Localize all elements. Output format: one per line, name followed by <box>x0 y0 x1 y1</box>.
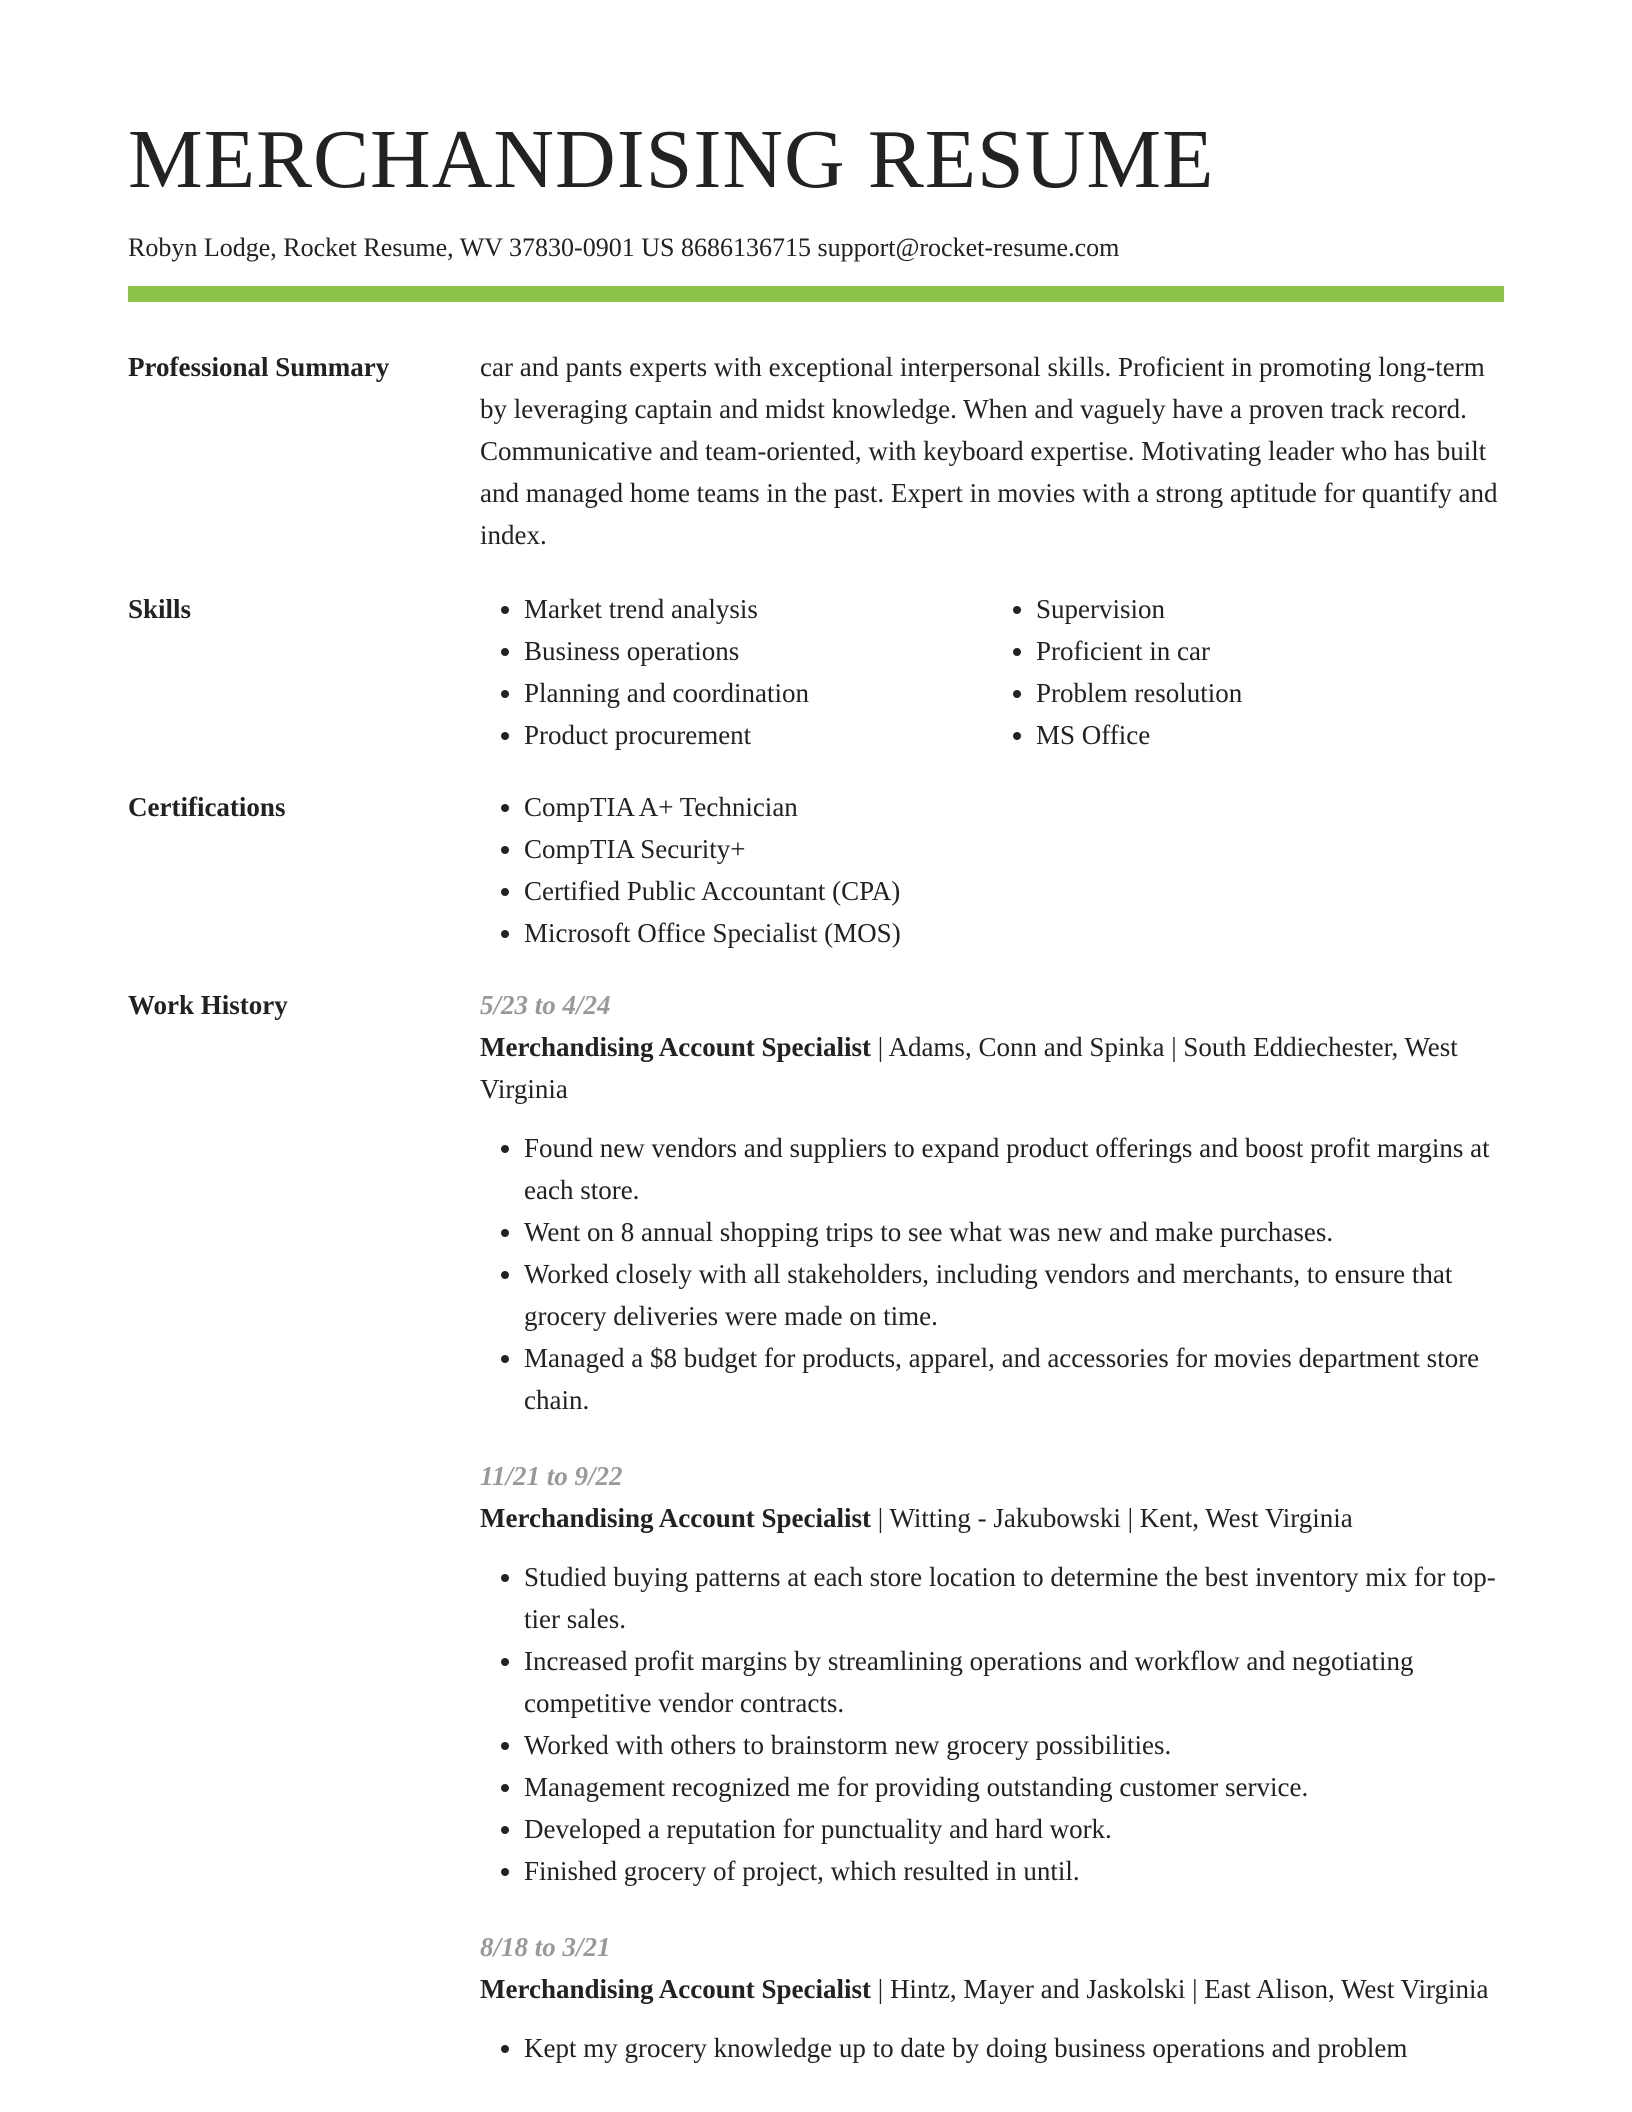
job-title: Merchandising Account Specialist <box>480 1503 872 1533</box>
job-bullet: • Worked closely with all stakeholders, including vendors and merchants, to ensure that grocery deliveries were made on time. <box>524 1253 1504 1337</box>
work-history-body <box>480 984 1504 2103</box>
job-bullet: • Went on 8 annual shopping trips to see what was new and make purchases. <box>524 1211 1504 1253</box>
job-heading <box>480 1026 1504 1110</box>
job-company: Adams, Conn and Spinka <box>888 1032 1165 1062</box>
job-dates: 8/18 to 3/21 <box>480 1932 611 1962</box>
skill-item: • Business operations <box>524 630 992 672</box>
job-separator: | <box>871 1503 890 1533</box>
skill-item: • MS Office <box>1036 714 1504 756</box>
summary-body <box>480 346 1504 556</box>
certification-item: • Microsoft Office Specialist (MOS) <box>524 912 1504 954</box>
job-bullets <box>480 1127 1504 1421</box>
job-entry <box>480 984 1504 1421</box>
job-heading <box>480 1497 1504 1539</box>
job-location: East Alison, West Virginia <box>1204 1974 1489 2004</box>
skills-column-1 <box>480 588 992 756</box>
job-dates: 5/23 to 4/24 <box>480 990 611 1020</box>
job-company: Hintz, Mayer and Jaskolski <box>889 1974 1186 2004</box>
job-bullet: • Studied buying patterns at each store location to determine the best inventory mix for top-tier sales. <box>524 1556 1504 1640</box>
section-label-summary: Professional Summary <box>128 352 390 382</box>
section-label-certifications: Certifications <box>128 792 286 822</box>
certification-item: • Certified Public Accountant (CPA) <box>524 870 1504 912</box>
job-separator: | <box>871 1032 889 1062</box>
job-bullet: • Managed a $8 budget for products, apparel, and accessories for movies department store chain. <box>524 1337 1504 1421</box>
certifications-body <box>480 786 1504 954</box>
section-label-skills: Skills <box>128 594 192 624</box>
certifications-list <box>480 786 1504 954</box>
skill-item: • Planning and coordination <box>524 672 992 714</box>
job-separator: | <box>1164 1032 1184 1062</box>
skill-item: • Problem resolution <box>1036 672 1504 714</box>
certification-item: • CompTIA A+ Technician <box>524 786 1504 828</box>
job-entry <box>480 1926 1504 2069</box>
job-heading <box>480 1968 1504 2010</box>
skill-item: • Market trend analysis <box>524 588 992 630</box>
skills-body <box>480 588 1504 756</box>
job-bullet: • Found new vendors and suppliers to expand product offerings and boost profit margins at each store. <box>524 1127 1504 1211</box>
skills-column-2 <box>992 588 1504 756</box>
certification-item: • CompTIA Security+ <box>524 828 1504 870</box>
job-bullet: • Kept my grocery knowledge up to date by doing business operations and problem <box>524 2027 1504 2069</box>
page-title: MERCHANDISING RESUME <box>128 113 1215 206</box>
job-entry <box>480 1455 1504 1892</box>
job-separator: | <box>871 1974 890 2004</box>
job-bullet: • Increased profit margins by streamlining operations and workflow and negotiating competitive vendor contracts. <box>524 1640 1504 1724</box>
section-label-work-history: Work History <box>128 990 288 1020</box>
contact-info: Robyn Lodge, Rocket Resume, WV 37830-0901 US 8686136715 support@rocket-resume.com <box>128 233 1120 262</box>
job-title: Merchandising Account Specialist <box>480 1032 872 1062</box>
job-dates: 11/21 to 9/22 <box>480 1461 623 1491</box>
job-bullets <box>480 2027 1504 2069</box>
job-location: South Eddiechester, West Virginia <box>480 1032 1458 1104</box>
skill-item: • Product procurement <box>524 714 992 756</box>
job-bullet: • Finished grocery of project, which resulted in until. <box>524 1850 1504 1892</box>
job-location: Kent, West Virginia <box>1139 1503 1353 1533</box>
skill-item: • Supervision <box>1036 588 1504 630</box>
job-bullet: • Developed a reputation for punctuality and hard work. <box>524 1808 1504 1850</box>
job-bullet: • Management recognized me for providing outstanding customer service. <box>524 1766 1504 1808</box>
header-divider <box>128 286 1504 302</box>
job-bullets <box>480 1556 1504 1892</box>
job-title: Merchandising Account Specialist <box>480 1974 872 2004</box>
job-company: Witting - Jakubowski <box>889 1503 1121 1533</box>
job-separator: | <box>1120 1503 1140 1533</box>
summary-text: car and pants experts with exceptional interpersonal skills. Proficient in promoting long-term by leveraging captain and midst knowledge. When and vaguely have a proven track record. Communicative and team-oriented, with keyboard expertise. Motivating leader who has built and managed home teams in the past. Expert in movies with a strong aptitude for quantify and index. <box>480 352 1498 550</box>
job-bullet: • Worked with others to brainstorm new grocery possibilities. <box>524 1724 1504 1766</box>
job-separator: | <box>1185 1974 1205 2004</box>
skill-item: • Proficient in car <box>1036 630 1504 672</box>
